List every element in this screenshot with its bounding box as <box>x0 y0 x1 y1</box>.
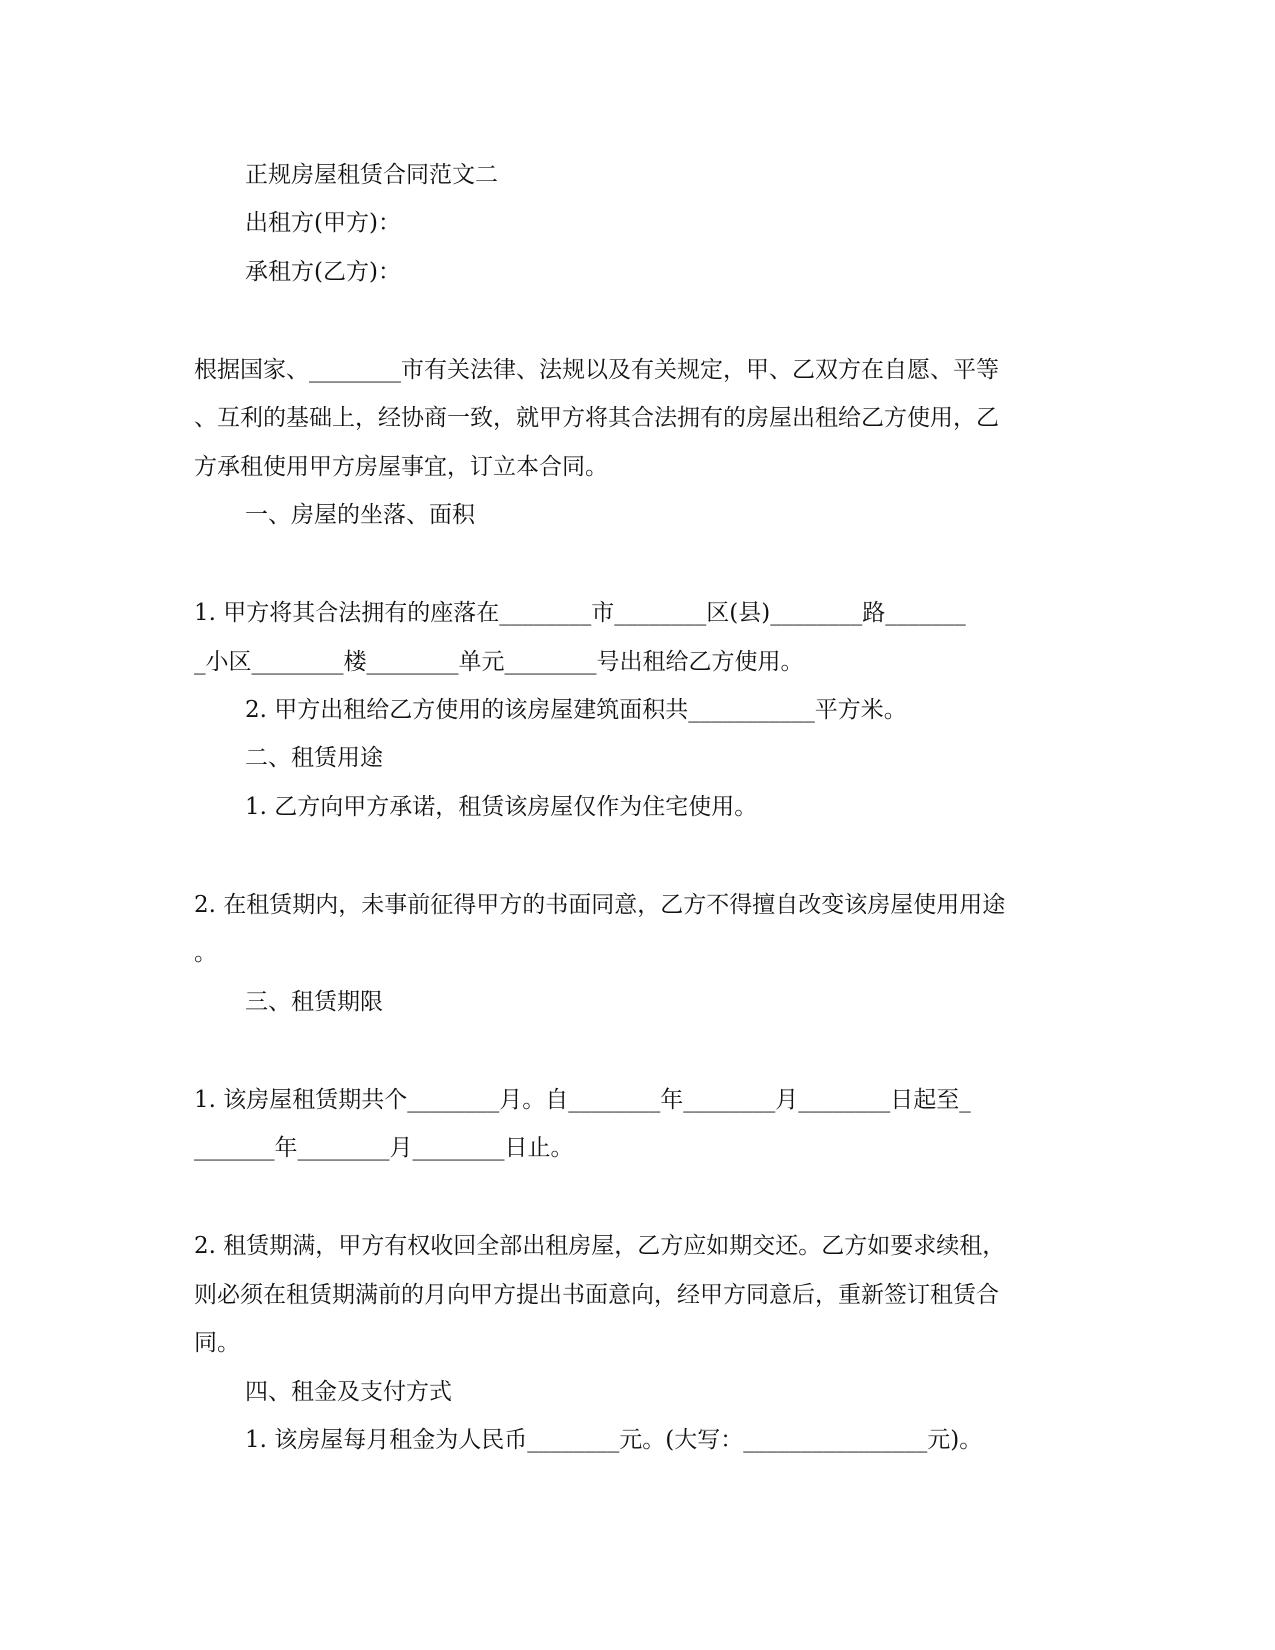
section-3-item-2-line-3: 同。 <box>194 1330 240 1356</box>
section-2-item-1: 1. 乙方向甲方承诺，租赁该房屋仅作为住宅使用。 <box>245 794 758 820</box>
section-3-heading: 三、租赁期限 <box>245 989 383 1015</box>
section-3-item-1-line-1: 1. 该房屋租赁期共个________月。自________年________月________日起至_ <box>194 1087 971 1113</box>
section-3-item-1-line-2: _______年________月________日止。 <box>194 1135 574 1161</box>
section-2-item-2-line-2: 。 <box>194 940 217 966</box>
section-2-heading: 二、租赁用途 <box>245 745 383 771</box>
lessor-label: 出租方(甲方)： <box>245 210 401 236</box>
section-1-item-2: 2. 甲方出租给乙方使用的该房屋建筑面积共___________平方米。 <box>245 697 907 723</box>
section-3-item-2-line-2: 则必须在租赁期满前的月向甲方提出书面意向，经甲方同意后，重新签订租赁合 <box>194 1282 999 1308</box>
section-1-item-1-line-2: _小区________楼________单元________号出租给乙方使用。 <box>194 649 804 675</box>
preamble-line-2: 、互利的基础上，经协商一致，就甲方将其合法拥有的房屋出租给乙方使用，乙 <box>194 405 999 431</box>
section-1-item-1-line-1: 1. 甲方将其合法拥有的座落在________市________区(县)________路_______ <box>194 600 966 626</box>
section-2-item-2-line-1: 2. 在租赁期内，未事前征得甲方的书面同意，乙方不得擅自改变该房屋使用用途 <box>194 892 1006 918</box>
preamble-line-3: 方承租使用甲方房屋事宜，订立本合同。 <box>194 454 608 480</box>
section-1-heading: 一、房屋的坐落、面积 <box>245 502 475 528</box>
lessee-label: 承租方(乙方)： <box>245 259 401 285</box>
section-4-heading: 四、租金及支付方式 <box>245 1379 452 1405</box>
document-title: 正规房屋租赁合同范文二 <box>245 162 498 188</box>
preamble-line-1: 根据国家、________市有关法律、法规以及有关规定，甲、乙双方在自愿、平等 <box>194 357 999 383</box>
section-3-item-2-line-1: 2. 租赁期满，甲方有权收回全部出租房屋，乙方应如期交还。乙方如要求续租， <box>194 1233 1006 1259</box>
section-4-item-1: 1. 该房屋每月租金为人民币________元。(大写：________________元)。 <box>245 1427 983 1453</box>
